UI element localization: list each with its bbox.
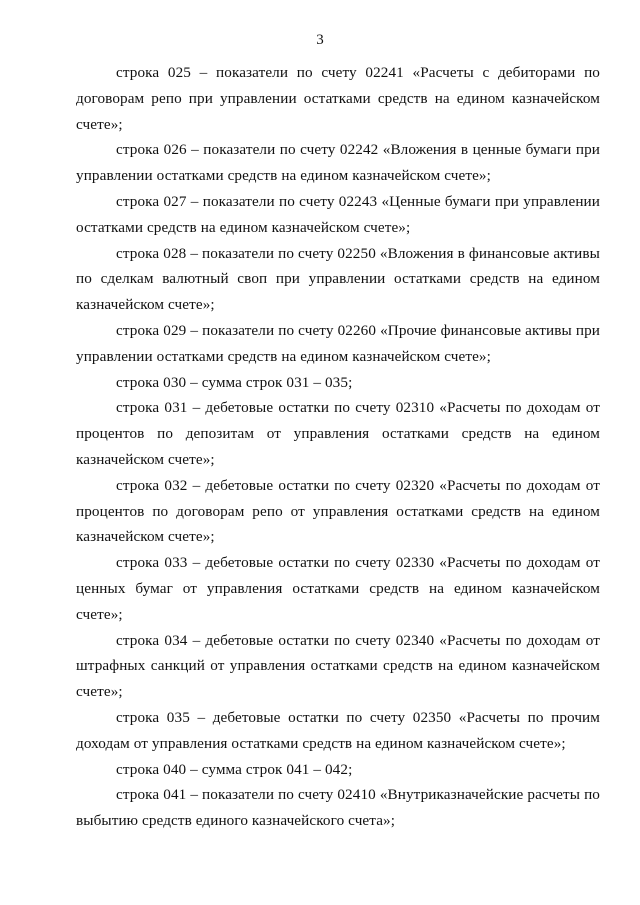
paragraph-line: строка 033 – дебетовые остатки по счету 02330 «Расчеты по доходам от: [116, 554, 600, 572]
paragraph-line: казначейском счете»;: [76, 528, 215, 546]
paragraph-row-031: [76, 395, 600, 472]
paragraph-line: выбытию средств единого казначейского счета»;: [76, 812, 396, 830]
paragraph-line: строка 025 – показатели по счету 02241 «Расчеты с дебиторами по: [116, 64, 600, 81]
page-number: 3: [316, 32, 324, 48]
paragraph-line: строка 026 – показатели по счету 02242 «Вложения в ценные бумаги при: [116, 141, 600, 159]
paragraph-line: остатками средств на едином казначейском счете»;: [76, 218, 411, 236]
paragraph-line: строка 040 – сумма строк 041 – 042;: [116, 760, 353, 778]
paragraph-row-025: [76, 60, 600, 137]
paragraph-row-026: [76, 137, 600, 189]
paragraph-row-034: [76, 628, 600, 705]
paragraph-row-033: [76, 550, 600, 627]
document-body: [76, 60, 600, 834]
paragraph-line: строка 032 – дебетовые остатки по счету 02320 «Расчеты по доходам от: [116, 476, 600, 494]
paragraph-line: процентов по депозитам от управления остатками средств на едином: [76, 425, 600, 443]
paragraph-row-035: [76, 705, 600, 757]
paragraph-row-029: [76, 318, 600, 370]
paragraph-line: строка 030 – сумма строк 031 – 035;: [116, 373, 353, 391]
paragraph-line: строка 041 – показатели по счету 02410 «Внутриказначейские расчеты по: [116, 786, 600, 804]
paragraph-row-041: [76, 782, 600, 834]
paragraph-line: строка 029 – показатели по счету 02260 «Прочие финансовые активы при: [116, 321, 600, 339]
paragraph-row-028: [76, 241, 600, 318]
paragraph-row-040: [76, 757, 600, 783]
paragraph-line: по сделкам валютный своп при управлении остатками средств на едином: [76, 270, 600, 288]
paragraph-line: управлении остатками средств на едином казначейском счете»;: [76, 167, 491, 185]
paragraph-line: счете»;: [76, 605, 123, 623]
paragraph-line: счете»;: [76, 683, 123, 701]
paragraph-line: строка 031 – дебетовые остатки по счету 02310 «Расчеты по доходам от: [116, 399, 600, 417]
paragraph-line: управлении остатками средств на едином казначейском счете»;: [76, 347, 491, 365]
paragraph-line: доходам от управления остатками средств на едином казначейском счете»;: [76, 734, 566, 752]
paragraph-line: казначейском счете»;: [76, 296, 215, 314]
paragraph-line: штрафных санкций от управления остатками средств на едином казначейском: [76, 657, 600, 675]
paragraph-line: ценных бумаг от управления остатками средств на едином казначейском: [76, 579, 600, 597]
paragraph-line: строка 028 – показатели по счету 02250 «Вложения в финансовые активы: [116, 244, 600, 262]
paragraph-line: строка 035 – дебетовые остатки по счету 02350 «Расчеты по прочим: [116, 708, 600, 726]
paragraph-row-027: [76, 189, 600, 241]
paragraph-line: строка 027 – показатели по счету 02243 «Ценные бумаги при управлении: [116, 192, 600, 210]
paragraph-row-030: [76, 370, 600, 396]
paragraph-row-032: [76, 473, 600, 550]
paragraph-line: процентов по договорам репо от управления остатками средств на едином: [76, 502, 600, 520]
paragraph-line: строка 034 – дебетовые остатки по счету 02340 «Расчеты по доходам от: [116, 631, 600, 649]
paragraph-line: договорам репо при управлении остатками средств на едином казначейском: [76, 89, 600, 107]
paragraph-line: казначейском счете»;: [76, 450, 215, 468]
paragraph-line: счете»;: [76, 115, 123, 133]
